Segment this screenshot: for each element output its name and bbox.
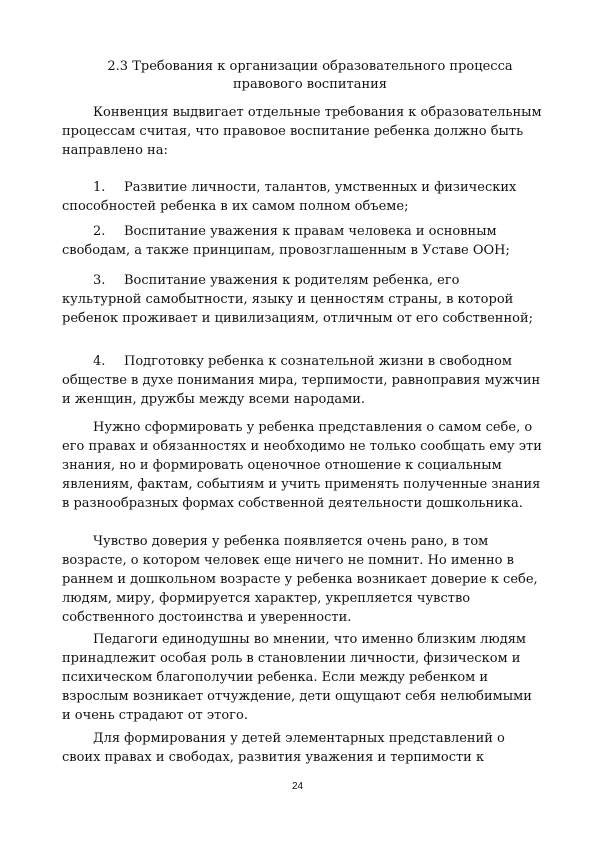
paragraph-representations: Нужно сформировать у ребенка представления о самом себе, о его правах и обязанностях и необходимо не только сообщать ему эти знания, но и формировать оценочное отношение к социальным явлениям, фактам, событиям и учить применять полученные знания в разнообразных формах собственной деятельности дошкольника. — [62, 420, 542, 511]
list-item-4 — [62, 352, 542, 409]
list-item-3-text: Воспитание уважения к родителям ребенка, его культурной самобытности, языку и ценностям страны, в которой ребенок проживает и цивилизациям, отличным от его собственной; — [62, 273, 534, 326]
list-item-1-number: 1. — [93, 180, 106, 195]
list-item-2-text: Воспитание уважения к правам человека и основным свободам, а также принципам, провозглашенным в Уставе ООН; — [62, 224, 510, 258]
list-item-2 — [62, 222, 542, 260]
list-item-2-number: 2. — [93, 224, 106, 239]
list-item-4-number: 4. — [93, 354, 106, 369]
section-title-line-2: правового воспитания — [232, 77, 388, 92]
section-title-line-1: 2.3 Требования к организации образовательного процесса — [107, 59, 513, 74]
paragraph-trust: Чувство доверия у ребенка появляется очень рано, в том возрасте, о котором человек еще ничего не помнит. Но именно в раннем и дошкольном возрасте у ребенка возникает доверие к себе, людям, миру, формируется характер, укрепляется чувство собственного достоинства и уверенности. — [62, 534, 538, 625]
list-item-4-text: Подготовку ребенка к сознательной жизни в свободном обществе в духе понимания мира, терпимости, равноправия мужчин и женщин, дружбы между всеми народами. — [62, 354, 541, 407]
list-item-3 — [62, 271, 542, 328]
paragraph-intro: Конвенция выдвигает отдельные требования к образовательным процессам считая, что правовое воспитание ребенка должно быть направлено на: — [62, 105, 542, 158]
list-item-1-text: Развитие личности, талантов, умственных и физических способностей ребенка в их самом полном объеме; — [62, 180, 517, 214]
list-item-1 — [62, 178, 542, 216]
paragraph-educators: Педагоги единодушны во мнении, что именно близким людям принадлежит особая роль в становлении личности, физическом и психическом благополучии ребенка. Если между ребенком и взрослым возникает отчуждение, дети ощущают себя нелюбимыми и очень страдают от этого. — [62, 632, 532, 723]
section-title — [90, 58, 530, 94]
page-number: 24 — [291, 781, 304, 792]
list-item-3-number: 3. — [93, 273, 106, 288]
paragraph-rights-formation: Для формирования у детей элементарных представлений о своих правах и свободах, развития уважения и терпимости к — [62, 731, 505, 765]
